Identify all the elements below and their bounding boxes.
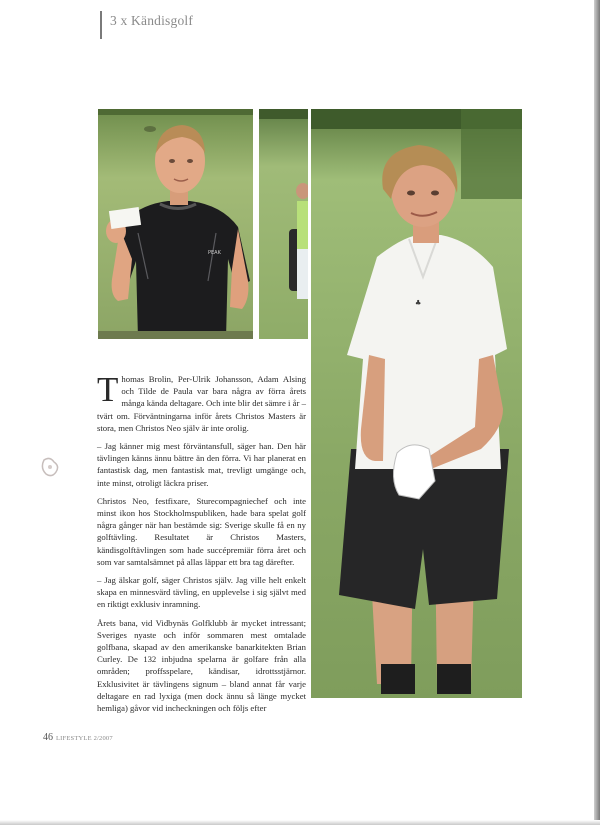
header-rule bbox=[100, 11, 102, 39]
page-number: 46 bbox=[43, 732, 53, 743]
page-bottom-shadow bbox=[0, 820, 600, 825]
magazine-name: LIFESTYLE 2/2007 bbox=[56, 735, 113, 742]
scan-smudge bbox=[40, 456, 62, 480]
article-paragraph: – Jag känner mig mest förväntansfull, säger han. Den här tävlingen känns ännu bättre än den förra. Vi har planerat en fantastisk dag, men fantastisk mat, trevligt umgänge och, inte minst, otroligt läckra priser. bbox=[97, 441, 306, 488]
photo-man-with-card-illustration bbox=[98, 109, 253, 339]
shirt-logo-text: PEAK bbox=[208, 250, 221, 256]
article-paragraph: – Jag älskar golf, säger Christos själv. Jag ville helt enkelt skapa en minnesvärd tävling, en upplevelse i sig självt med en riktigt exklusiv inramning. bbox=[97, 575, 306, 610]
photo-man-with-card bbox=[98, 109, 253, 339]
photo-golfer-white-shirt bbox=[311, 109, 522, 698]
article-paragraph-text: homas Brolin, Per-Ulrik Johansson, Adam Alsing och Tilde de Paula var bara några av förra årets många kända deltagare. Och inte blir det sämre i år – tvärt om. Förväntningarna inför årets Christos Masters är stora, men Christos Neo själv är inte orolig. bbox=[97, 374, 306, 433]
photo-golfer-background bbox=[259, 109, 308, 339]
page-edge-shadow bbox=[594, 0, 600, 825]
page-footer bbox=[43, 732, 113, 743]
photo-golfer-background-illustration bbox=[259, 109, 308, 339]
article-paragraph bbox=[97, 370, 306, 434]
article-paragraph: Årets bana, vid Vidbynäs Golfklubb är mycket intressant; Sveriges nyaste och inför sommaren mest omtalade golfbana, skapad av den amerikanske banarkitekten Brian Curley. De 132 inbjudna spelarna är golfare från alla områden; proffsspelare, kändisar, idrottsstjärnor. Exklusivitet är tävlingens signum – bland annat får varje deltagare en rad lyxiga (men dock ännu så länge mycket hemliga) gåvor vid incheckningen och följs efter bbox=[97, 617, 306, 714]
article-paragraph: Christos Neo, festfixare, Sturecompagniechef och inte minst ikon hos Stockholmspubliken, hade bara spelat golf några gånger när han bestämde sig: Sverige skulle få en ny golftävling. Resultatet är Christos Masters, kändisgolftävlingen som hade succépremiär förra året och som var samtalsämnet på allas läppar ett bra tag därefter. bbox=[97, 495, 306, 567]
section-header: 3 x Kändisgolf bbox=[110, 13, 194, 28]
article-body bbox=[97, 370, 306, 720]
svg-text:♣: ♣ bbox=[415, 299, 422, 307]
photo-golfer-white-shirt-illustration bbox=[311, 109, 522, 698]
drop-cap: T bbox=[97, 370, 119, 409]
